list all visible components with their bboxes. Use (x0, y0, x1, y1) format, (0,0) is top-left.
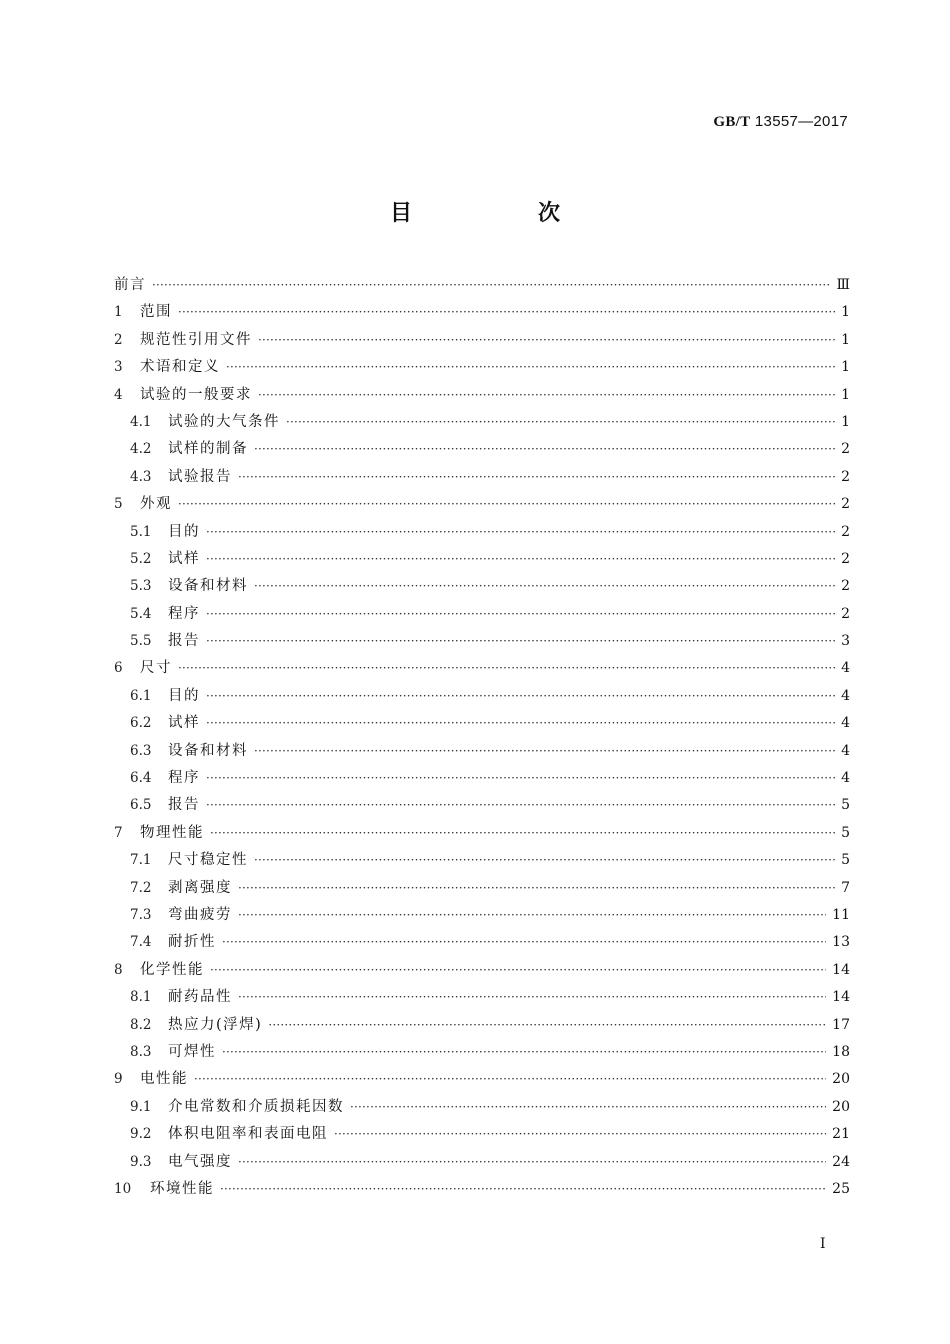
toc-dot-leader (152, 272, 830, 299)
toc-entry-number: 10 (114, 1180, 132, 1197)
toc-entry-label: 尺寸稳定性 (168, 852, 248, 869)
toc-entry-page: 1 (841, 386, 850, 403)
toc-entry[interactable] (114, 655, 850, 682)
standard-prefix: GB/T (713, 114, 751, 130)
toc-entry-label: 试验报告 (168, 468, 232, 485)
toc-entry-label: 范围 (140, 304, 172, 321)
toc-entry-number: 4 (114, 386, 123, 403)
toc-dot-leader (206, 546, 835, 573)
toc-dot-leader (178, 655, 835, 682)
toc-entry-page: 1 (841, 359, 850, 376)
toc-dot-leader (268, 1012, 826, 1039)
toc-entry[interactable] (114, 628, 850, 655)
toc-entry-label: 术语和定义 (140, 359, 220, 376)
toc-dot-leader (254, 573, 835, 600)
toc-entry-page: 2 (841, 578, 850, 595)
toc-entry-label: 电性能 (140, 1071, 188, 1088)
toc-entry-page: 5 (841, 852, 850, 869)
toc-entry-number: 9.1 (130, 1098, 152, 1115)
toc-entry[interactable] (114, 929, 850, 956)
toc-dot-leader (178, 491, 835, 518)
toc-entry[interactable] (114, 792, 850, 819)
toc-entry-label: 设备和材料 (168, 742, 248, 759)
toc-entry-page: 4 (841, 687, 850, 704)
toc-entry-label: 耐药品性 (168, 989, 232, 1006)
toc-entry-label: 报告 (168, 797, 200, 814)
toc-dot-leader (210, 820, 835, 847)
toc-entry-label: 可焊性 (168, 1043, 216, 1060)
toc-dot-leader (206, 765, 835, 792)
toc-dot-leader (220, 1176, 826, 1203)
page-title: 目 次 (389, 200, 612, 226)
toc-entry-label: 程序 (168, 605, 200, 622)
toc-entry-number: 6.4 (130, 770, 152, 787)
toc-entry-label: 环境性能 (150, 1180, 214, 1197)
toc-entry[interactable] (114, 875, 850, 902)
toc-entry-label: 规范性引用文件 (140, 331, 252, 348)
toc-entry-page: 17 (832, 1016, 850, 1033)
toc-dot-leader (286, 409, 835, 436)
toc-entry-label: 介电常数和介质损耗因数 (168, 1098, 344, 1115)
toc-entry-number: 7 (114, 824, 123, 841)
toc-entry-number: 5.2 (130, 550, 152, 567)
toc-dot-leader (206, 601, 835, 628)
toc-entry-page: 14 (832, 989, 850, 1006)
toc-entry-page: 13 (832, 934, 850, 951)
toc-entry[interactable] (114, 299, 850, 326)
toc-entry[interactable] (114, 1121, 850, 1148)
toc-entry-number: 9.2 (130, 1126, 152, 1143)
toc-entry[interactable] (114, 409, 850, 436)
toc-entry[interactable] (114, 354, 850, 381)
toc-entry-number: 7.3 (130, 906, 152, 923)
toc-dot-leader (178, 299, 835, 326)
toc-dot-leader (238, 1149, 826, 1176)
toc-entry-label: 试样 (168, 715, 200, 732)
toc-entry[interactable] (114, 847, 850, 874)
toc-dot-leader (238, 464, 835, 491)
toc-entry-page: 20 (832, 1098, 850, 1115)
toc-entry[interactable] (114, 984, 850, 1011)
toc-entry-number: 4.3 (130, 468, 152, 485)
toc-entry-page: 24 (832, 1153, 850, 1170)
toc-entry-label: 热应力(浮焊) (168, 1016, 263, 1033)
toc-entry[interactable] (114, 1039, 850, 1066)
toc-entry-number: 8.1 (130, 989, 152, 1006)
toc-entry-label: 前言 (114, 277, 146, 293)
toc-entry-number: 8.2 (130, 1016, 152, 1033)
toc-entry-page: 2 (841, 550, 850, 567)
toc-dot-leader (210, 957, 826, 984)
toc-dot-leader (222, 929, 826, 956)
toc-entry-page: 2 (841, 605, 850, 622)
toc-entry-label: 外观 (140, 496, 172, 513)
toc-dot-leader (334, 1121, 826, 1148)
toc-entry[interactable] (114, 683, 850, 710)
toc-dot-leader (258, 382, 835, 409)
toc-entry-number: 5.4 (130, 605, 152, 622)
toc-dot-leader (254, 738, 835, 765)
toc-entry-number: 6.2 (130, 715, 152, 732)
toc-entry-label: 物理性能 (140, 824, 204, 841)
toc-entry-label: 剥离强度 (168, 879, 232, 896)
toc-entry-number: 6.3 (130, 742, 152, 759)
toc-entry[interactable] (114, 902, 850, 929)
toc-dot-leader (258, 327, 835, 354)
toc-entry-label: 试验的大气条件 (168, 413, 280, 430)
toc-entry-page: 20 (832, 1071, 850, 1088)
toc-dot-leader (206, 683, 835, 710)
toc-entry-label: 试样的制备 (168, 441, 248, 458)
toc-dot-leader (238, 902, 826, 929)
toc-dot-leader (238, 875, 835, 902)
toc-entry-label: 化学性能 (140, 961, 204, 978)
toc-entry-number: 4.2 (130, 441, 152, 458)
toc-dot-leader (254, 847, 835, 874)
toc-entry-number: 8 (114, 961, 123, 978)
toc-entry-number: 7.1 (130, 852, 152, 869)
toc-dot-leader (194, 1066, 826, 1093)
toc-entry-page: 5 (841, 824, 850, 841)
toc-entry-number: 6.1 (130, 687, 152, 704)
toc-entry-number: 9 (114, 1071, 123, 1088)
toc-entry-number: 5 (114, 496, 123, 513)
toc-dot-leader (206, 628, 835, 655)
toc-entry-page: 5 (841, 797, 850, 814)
standard-number: 13557—2017 (754, 113, 848, 130)
toc-entry-page: 4 (841, 770, 850, 787)
toc-entry-number: 7.4 (130, 934, 152, 951)
toc-entry-page: 2 (841, 468, 850, 485)
toc-entry-label: 目的 (168, 523, 200, 540)
toc-entry-label: 耐折性 (168, 934, 216, 951)
toc-entry[interactable] (114, 519, 850, 546)
toc-dot-leader (206, 519, 835, 546)
toc-entry-page: 14 (832, 961, 850, 978)
toc-entry-number: 5.3 (130, 578, 152, 595)
toc-entry-page: 25 (832, 1180, 850, 1197)
toc-entry[interactable] (114, 327, 850, 354)
toc-entry[interactable] (114, 464, 850, 491)
toc-entry[interactable] (114, 382, 850, 409)
toc-entry-page: 7 (841, 879, 850, 896)
table-of-contents (114, 272, 850, 1203)
toc-entry[interactable] (114, 710, 850, 737)
toc-entry-page: 21 (832, 1126, 850, 1143)
toc-entry-label: 目的 (168, 687, 200, 704)
toc-entry-page: 3 (841, 633, 850, 650)
toc-entry[interactable] (114, 1066, 850, 1093)
toc-entry-label: 程序 (168, 770, 200, 787)
toc-entry-label: 体积电阻率和表面电阻 (168, 1126, 328, 1143)
toc-entry-page: 18 (832, 1043, 850, 1060)
toc-entry[interactable] (114, 1012, 850, 1039)
standard-identifier (713, 113, 848, 131)
toc-entry-label: 试验的一般要求 (140, 386, 252, 403)
toc-entry[interactable] (114, 820, 850, 847)
toc-dot-leader (206, 710, 835, 737)
toc-entry-number: 4.1 (130, 413, 152, 430)
toc-dot-leader (206, 792, 835, 819)
toc-entry[interactable] (114, 957, 850, 984)
toc-entry-page: Ⅲ (836, 277, 850, 293)
toc-entry[interactable] (114, 272, 850, 299)
toc-entry-page: 1 (841, 413, 850, 430)
toc-entry-number: 6.5 (130, 797, 152, 814)
toc-entry-number: 7.2 (130, 879, 152, 896)
toc-entry-page: 1 (841, 331, 850, 348)
toc-dot-leader (226, 354, 835, 381)
toc-entry-page: 11 (832, 906, 850, 923)
toc-entry[interactable] (114, 1094, 850, 1121)
toc-entry-page: 2 (841, 441, 850, 458)
toc-entry-label: 试样 (168, 550, 200, 567)
toc-entry[interactable] (114, 436, 850, 463)
toc-entry-page: 2 (841, 496, 850, 513)
toc-entry[interactable] (114, 491, 850, 518)
toc-entry-number: 1 (114, 304, 123, 321)
toc-entry-page: 1 (841, 304, 850, 321)
toc-entry-number: 6 (114, 660, 123, 677)
toc-entry-label: 电气强度 (168, 1153, 232, 1170)
toc-entry-label: 报告 (168, 633, 200, 650)
toc-dot-leader (350, 1094, 826, 1121)
toc-entry-page: 4 (841, 715, 850, 732)
toc-entry-page: 4 (841, 660, 850, 677)
toc-dot-leader (222, 1039, 826, 1066)
toc-entry-page: 2 (841, 523, 850, 540)
toc-entry-label: 尺寸 (140, 660, 172, 677)
toc-entry-number: 3 (114, 359, 123, 376)
toc-entry-number: 5.1 (130, 523, 152, 540)
toc-entry[interactable] (114, 573, 850, 600)
page-folio: Ⅰ (820, 1236, 826, 1252)
toc-entry[interactable] (114, 546, 850, 573)
toc-entry[interactable] (114, 601, 850, 628)
toc-entry-number: 9.3 (130, 1153, 152, 1170)
toc-entry-label: 设备和材料 (168, 578, 248, 595)
toc-entry[interactable] (114, 738, 850, 765)
toc-entry[interactable] (114, 1149, 850, 1176)
toc-entry-number: 2 (114, 331, 123, 348)
toc-dot-leader (254, 436, 835, 463)
toc-entry[interactable] (114, 1176, 850, 1203)
toc-entry[interactable] (114, 765, 850, 792)
toc-dot-leader (238, 984, 826, 1011)
toc-entry-number: 8.3 (130, 1043, 152, 1060)
toc-entry-label: 弯曲疲劳 (168, 906, 232, 923)
toc-entry-number: 5.5 (130, 633, 152, 650)
toc-entry-page: 4 (841, 742, 850, 759)
